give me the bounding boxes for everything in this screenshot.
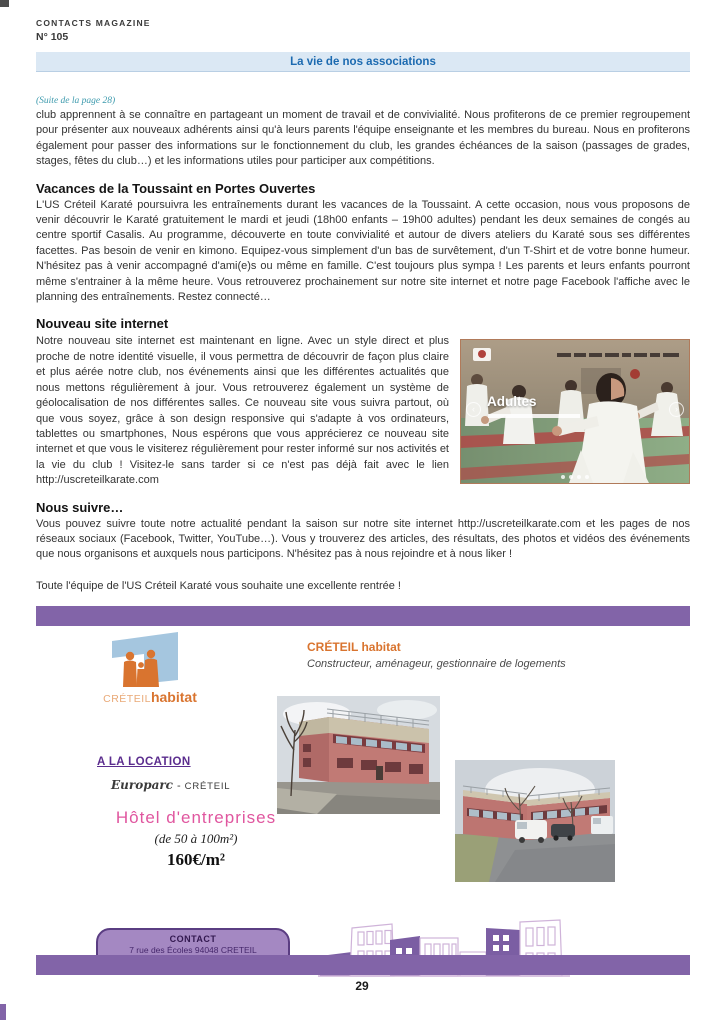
section-banner [36,52,690,72]
offer-size: (de 50 à 100m²) [154,830,238,846]
carousel-prev-icon: ‹ [466,402,481,417]
creteil-habitat-logo [88,630,212,707]
logo-text-habitat: habitat [150,688,197,705]
banner-title: La vie de nos associations [290,55,436,68]
creteil-habitat-advert [36,626,690,976]
karate-photo-illustration [461,340,689,483]
advert-company-name: CRÉTEIL habitat [307,639,401,654]
offer-price: 160€/m² [167,849,225,869]
carousel-next-icon: › [669,402,684,417]
website-url-link[interactable]: http://uscreteilkarate.com [36,474,159,487]
carousel-dots [461,475,689,479]
website-paragraph [36,334,449,488]
location-separator: - [177,779,181,792]
logo-text-creteil: CRÉTEIL [103,692,151,705]
heading-follow: Nous suivre… [36,499,124,515]
offer-title: Hôtel d'entreprises [115,807,277,827]
contact-label: CONTACT [169,933,217,944]
follow-paragraph-end: et les pages de nos réseaux sociaux (Facebook, Twitter, YouTube…). Vous y trouverez des articles, des résultats, des photos et vidéos des événements que nous organisons et auxquels nous participons. N'hésitez pas à nous rejoindre et à nous liker ! [36,517,690,561]
location-label: A LA LOCATION [97,755,191,768]
issue-number: N° 105 [36,31,69,43]
heading-toussaint: Vacances de la Toussaint en Portes Ouvertes [36,180,316,196]
advert-tagline: Constructeur, aménageur, gestionnaire de logements [307,657,566,670]
divider-bar [36,606,690,626]
page-number: 29 [355,979,369,993]
follow-paragraph-start: Vous pouvez suivre toute notre actualité pendant la saison sur notre site internet [36,517,458,530]
closing-line: Toute l'équipe de l'US Créteil Karaté vous souhaite une excellente rentrée ! [36,579,401,592]
building-photo-2 [455,760,615,882]
scan-artifact-top-left [0,0,9,7]
building-photo-1 [277,696,440,814]
website-paragraph-text: Notre nouveau site internet est maintenant en ligne. Avec un style direct et plus proche de notre identité visuelle, il vous permettra de découvrir de façon plus claire et plus aérée notre club, nos événements ainsi que les différentes actualités que nous mettons régulièrement à jour. Vous retrouverez également un système de géolocalisation de nos différentes salles. Ce nouveau site vous suivra partout, où que vous soyez, grâce à son design responsive qui s'adapte à vos ordinateurs, tablettes ou smartphones, Nous espérons que vous apprécierez ce nouveau site internet et que vous le visiterez régulièrement pour rester informé sur nos activités et la vie du club ! Visitez-le sans tarder si ce n'est pas déjà fait avec le lien [36,335,449,471]
location-city: CRÉTEIL [184,780,231,792]
scan-artifact-bottom-left [0,1004,6,1020]
intro-paragraph: club apprennent à se connaître en partageant un moment de travail et de convivialité. Nous profiterons de ce premier regroupement pour présenter aux nouveaux adhérents ainsi qu'à leurs parents l'équipe enseignante et les membres du bureau. Nous en profiterons également pour passer des informations sur le fonctionnement du club, les grandes échéances de la saison (passages de grades, stages, fêtes du club…) et les informations utiles pour participer aux compétitions. [36,109,690,168]
offer-block [76,808,316,870]
location-europarc: Europarc [111,777,173,792]
magazine-title: CONTACTS MAGAZINE [36,18,151,28]
slide-subtitle-placeholder [488,414,580,418]
contact-address: 7 rue des Écoles 94048 CRETEIL [129,944,257,955]
follow-url-link[interactable]: http://uscreteilkarate.com [457,517,581,530]
creteil-habitat-logo-icon [88,630,212,688]
heading-website: Nouveau site internet [36,316,169,332]
toussaint-paragraph: L'US Créteil Karaté poursuivra les entraînements durant les vacances de la Toussaint. A cette occasion, nous vous proposons de venir découvrir le Karaté gratuitement le mardi et jeudi (18h00 enfants – 19h00 adultes) pendant les deux semaines de congés au centre sportif Casalis. Au programme, découverte en toute convivialité et autour de divers ateliers du Karaté sous ses différentes facettes. Pas besoin de venir en kimono. Equipez-vous simplement d'un bas de survêtement, d'un T-Shirt et de votre bonne humeur. N'hésitez pas à venir accompagné d'ami(e)s ou même en famille. C'est toujours plus sympa ! Les parents et leurs enfants pourront même s'entrainer à la même heure. Vous retrouverez prochainement sur notre site internet et notre page Facebook l'affiche avec le planning des entraînements. Restez connecté… [36,198,690,304]
location-place [111,776,230,794]
website-screenshot-image [460,339,690,484]
logo-wordmark [88,689,212,707]
footer-bar [36,955,690,975]
follow-paragraph [36,517,690,563]
slide-title: Adultes [487,394,537,410]
continuation-note: (Suite de la page 28) [36,96,116,106]
